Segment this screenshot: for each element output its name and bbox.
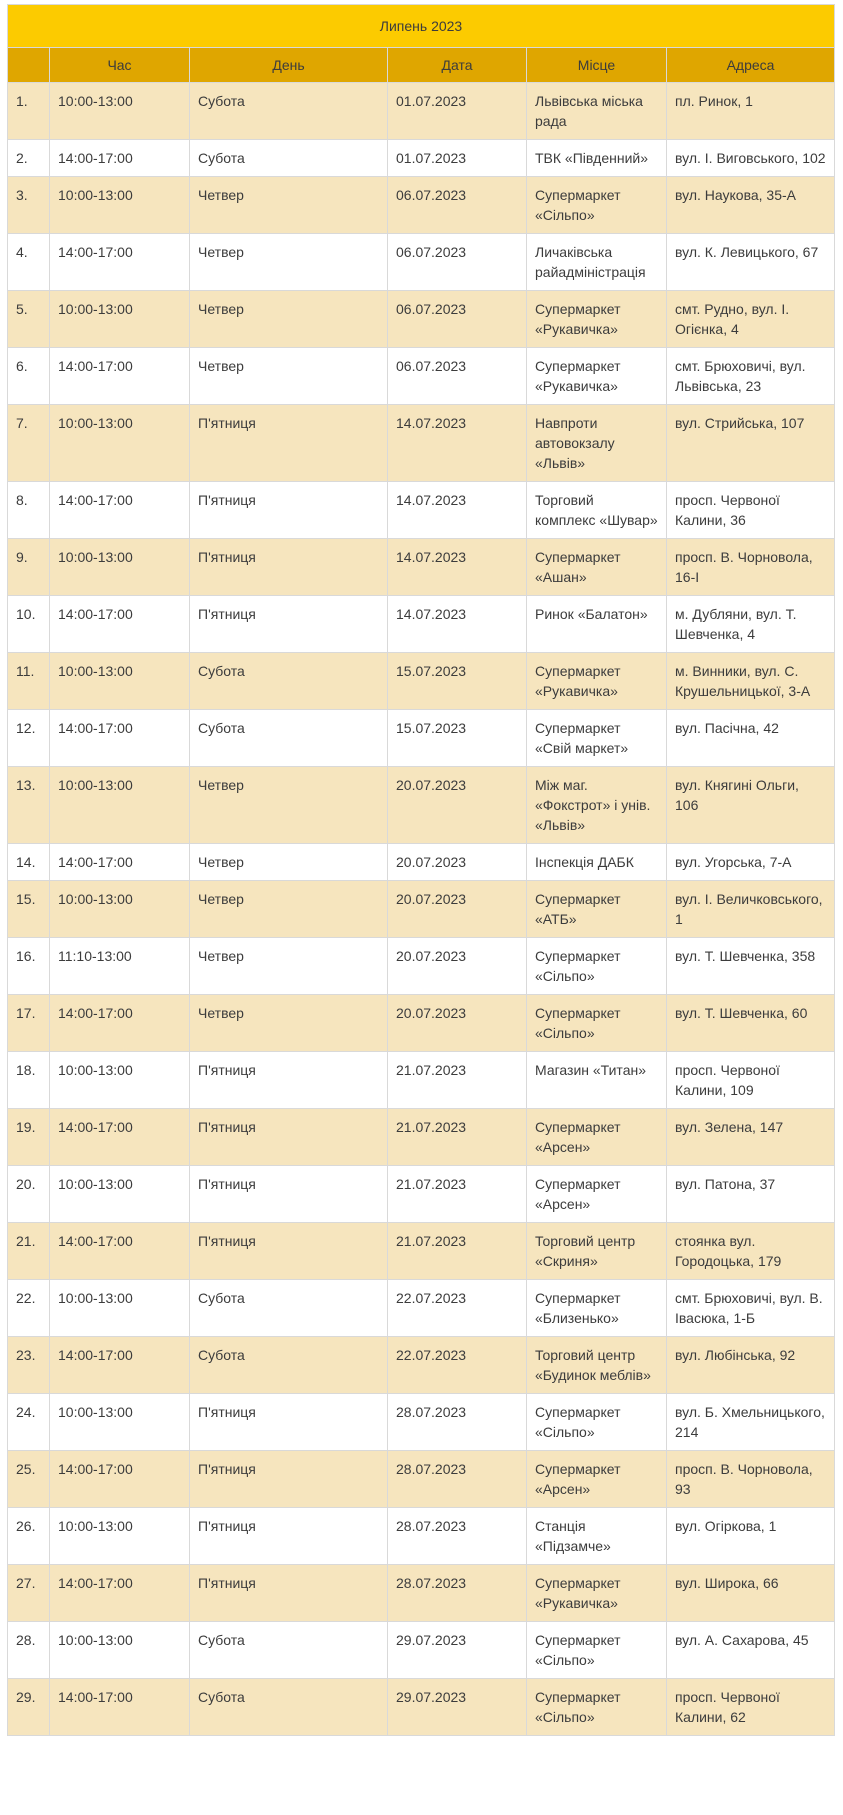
cell-day: П'ятниця <box>190 1166 388 1223</box>
header-address: Адреса <box>667 48 835 83</box>
cell-place: Навпроти автовокзалу «Львів» <box>527 405 667 482</box>
table-row <box>8 844 835 881</box>
cell-place: Торговий центр «Будинок меблів» <box>527 1337 667 1394</box>
cell-number: 28. <box>8 1622 50 1679</box>
cell-address: просп. Червоної Калини, 62 <box>667 1679 835 1736</box>
cell-number: 8. <box>8 482 50 539</box>
cell-number: 16. <box>8 938 50 995</box>
cell-number: 27. <box>8 1565 50 1622</box>
cell-number: 20. <box>8 1166 50 1223</box>
table-row <box>8 1166 835 1223</box>
cell-date: 06.07.2023 <box>388 234 527 291</box>
cell-place: Львівська міська рада <box>527 83 667 140</box>
cell-time: 14:00-17:00 <box>50 140 190 177</box>
cell-day: П'ятниця <box>190 1394 388 1451</box>
table-row <box>8 767 835 844</box>
cell-time: 10:00-13:00 <box>50 1280 190 1337</box>
cell-address: вул. І. Величковського, 1 <box>667 881 835 938</box>
cell-time: 14:00-17:00 <box>50 710 190 767</box>
cell-place: Супермаркет «Рукавичка» <box>527 291 667 348</box>
table-row <box>8 653 835 710</box>
cell-time: 14:00-17:00 <box>50 1679 190 1736</box>
cell-date: 20.07.2023 <box>388 881 527 938</box>
cell-place: Магазин «Титан» <box>527 1052 667 1109</box>
cell-date: 01.07.2023 <box>388 83 527 140</box>
cell-day: Четвер <box>190 348 388 405</box>
cell-address: смт. Брюховичі, вул. В. Івасюка, 1-Б <box>667 1280 835 1337</box>
cell-number: 13. <box>8 767 50 844</box>
table-header-row <box>8 48 835 83</box>
cell-day: Субота <box>190 140 388 177</box>
cell-time: 14:00-17:00 <box>50 596 190 653</box>
cell-address: смт. Брюховичі, вул. Львівська, 23 <box>667 348 835 405</box>
table-row <box>8 348 835 405</box>
cell-address: вул. Княгині Ольги, 106 <box>667 767 835 844</box>
cell-place: Супермаркет «Арсен» <box>527 1451 667 1508</box>
cell-number: 24. <box>8 1394 50 1451</box>
cell-number: 6. <box>8 348 50 405</box>
table-row <box>8 1622 835 1679</box>
cell-date: 21.07.2023 <box>388 1052 527 1109</box>
cell-time: 10:00-13:00 <box>50 1508 190 1565</box>
table-row <box>8 177 835 234</box>
cell-number: 4. <box>8 234 50 291</box>
cell-place: Супермаркет «Сільпо» <box>527 995 667 1052</box>
cell-number: 14. <box>8 844 50 881</box>
table-row <box>8 1394 835 1451</box>
cell-time: 10:00-13:00 <box>50 653 190 710</box>
cell-place: Супермаркет «Сільпо» <box>527 1622 667 1679</box>
cell-address: пл. Ринок, 1 <box>667 83 835 140</box>
cell-day: Четвер <box>190 881 388 938</box>
cell-day: П'ятниця <box>190 539 388 596</box>
cell-time: 10:00-13:00 <box>50 177 190 234</box>
schedule-table-container <box>7 4 834 1736</box>
cell-day: Субота <box>190 83 388 140</box>
cell-time: 10:00-13:00 <box>50 1052 190 1109</box>
cell-place: Супермаркет «Сільпо» <box>527 938 667 995</box>
cell-time: 14:00-17:00 <box>50 482 190 539</box>
cell-address: просп. В. Чорновола, 16-І <box>667 539 835 596</box>
cell-day: П'ятниця <box>190 1508 388 1565</box>
cell-date: 14.07.2023 <box>388 482 527 539</box>
cell-date: 20.07.2023 <box>388 938 527 995</box>
table-row <box>8 405 835 482</box>
cell-time: 10:00-13:00 <box>50 405 190 482</box>
cell-address: вул. Т. Шевченка, 60 <box>667 995 835 1052</box>
cell-place: Супермаркет «Близенько» <box>527 1280 667 1337</box>
cell-place: Торговий комплекс «Шувар» <box>527 482 667 539</box>
cell-number: 12. <box>8 710 50 767</box>
cell-day: П'ятниця <box>190 1565 388 1622</box>
cell-number: 26. <box>8 1508 50 1565</box>
cell-day: П'ятниця <box>190 1451 388 1508</box>
cell-place: Супермаркет «Арсен» <box>527 1109 667 1166</box>
table-title: Липень 2023 <box>8 5 835 48</box>
cell-day: Четвер <box>190 291 388 348</box>
cell-address: вул. Патона, 37 <box>667 1166 835 1223</box>
cell-address: вул. Б. Хмельницького, 214 <box>667 1394 835 1451</box>
cell-date: 28.07.2023 <box>388 1508 527 1565</box>
table-row <box>8 881 835 938</box>
cell-date: 29.07.2023 <box>388 1622 527 1679</box>
cell-date: 14.07.2023 <box>388 405 527 482</box>
cell-number: 15. <box>8 881 50 938</box>
cell-address: просп. Червоної Калини, 36 <box>667 482 835 539</box>
cell-number: 18. <box>8 1052 50 1109</box>
table-row <box>8 291 835 348</box>
cell-time: 10:00-13:00 <box>50 767 190 844</box>
cell-time: 14:00-17:00 <box>50 1565 190 1622</box>
table-row <box>8 1223 835 1280</box>
cell-address: вул. Широка, 66 <box>667 1565 835 1622</box>
table-row <box>8 140 835 177</box>
cell-address: вул. Стрийська, 107 <box>667 405 835 482</box>
cell-number: 17. <box>8 995 50 1052</box>
header-place: Місце <box>527 48 667 83</box>
cell-day: П'ятниця <box>190 405 388 482</box>
cell-day: Субота <box>190 653 388 710</box>
cell-day: Субота <box>190 1679 388 1736</box>
cell-date: 06.07.2023 <box>388 177 527 234</box>
cell-time: 14:00-17:00 <box>50 995 190 1052</box>
cell-place: Супермаркет «Свій маркет» <box>527 710 667 767</box>
cell-place: Торговий центр «Скриня» <box>527 1223 667 1280</box>
table-body <box>8 83 835 1736</box>
cell-number: 1. <box>8 83 50 140</box>
table-title-row <box>8 5 835 48</box>
table-row <box>8 596 835 653</box>
cell-day: П'ятниця <box>190 596 388 653</box>
cell-address: вул. Любінська, 92 <box>667 1337 835 1394</box>
cell-date: 22.07.2023 <box>388 1337 527 1394</box>
cell-address: вул. Огіркова, 1 <box>667 1508 835 1565</box>
cell-place: Супермаркет «АТБ» <box>527 881 667 938</box>
table-row <box>8 482 835 539</box>
table-row <box>8 938 835 995</box>
table-row <box>8 1451 835 1508</box>
cell-time: 10:00-13:00 <box>50 1394 190 1451</box>
cell-number: 22. <box>8 1280 50 1337</box>
cell-address: просп. Червоної Калини, 109 <box>667 1052 835 1109</box>
cell-date: 20.07.2023 <box>388 995 527 1052</box>
cell-date: 21.07.2023 <box>388 1223 527 1280</box>
cell-place: ТВК «Південний» <box>527 140 667 177</box>
cell-day: Субота <box>190 710 388 767</box>
cell-day: Субота <box>190 1337 388 1394</box>
cell-place: Супермаркет «Рукавичка» <box>527 348 667 405</box>
cell-number: 25. <box>8 1451 50 1508</box>
cell-number: 5. <box>8 291 50 348</box>
cell-day: Четвер <box>190 767 388 844</box>
cell-address: вул. Наукова, 35-А <box>667 177 835 234</box>
cell-time: 10:00-13:00 <box>50 539 190 596</box>
cell-place: Супермаркет «Ашан» <box>527 539 667 596</box>
cell-date: 22.07.2023 <box>388 1280 527 1337</box>
cell-address: вул. Пасічна, 42 <box>667 710 835 767</box>
cell-place: Супермаркет «Рукавичка» <box>527 1565 667 1622</box>
header-time: Час <box>50 48 190 83</box>
cell-day: Четвер <box>190 995 388 1052</box>
cell-place: Між маг. «Фокстрот» і унів. «Львів» <box>527 767 667 844</box>
cell-number: 21. <box>8 1223 50 1280</box>
cell-address: вул. Угорська, 7-А <box>667 844 835 881</box>
cell-place: Личаківська райадміністрація <box>527 234 667 291</box>
cell-time: 14:00-17:00 <box>50 348 190 405</box>
cell-address: просп. В. Чорновола, 93 <box>667 1451 835 1508</box>
cell-address: стоянка вул. Городоцька, 179 <box>667 1223 835 1280</box>
cell-number: 3. <box>8 177 50 234</box>
cell-date: 14.07.2023 <box>388 596 527 653</box>
cell-time: 14:00-17:00 <box>50 1223 190 1280</box>
cell-day: Четвер <box>190 844 388 881</box>
table-row <box>8 1565 835 1622</box>
cell-day: Четвер <box>190 234 388 291</box>
cell-time: 10:00-13:00 <box>50 1166 190 1223</box>
cell-number: 29. <box>8 1679 50 1736</box>
cell-day: П'ятниця <box>190 1052 388 1109</box>
cell-date: 15.07.2023 <box>388 653 527 710</box>
cell-date: 20.07.2023 <box>388 844 527 881</box>
cell-number: 19. <box>8 1109 50 1166</box>
cell-number: 7. <box>8 405 50 482</box>
cell-date: 06.07.2023 <box>388 348 527 405</box>
cell-date: 21.07.2023 <box>388 1109 527 1166</box>
cell-number: 10. <box>8 596 50 653</box>
cell-time: 10:00-13:00 <box>50 83 190 140</box>
table-row <box>8 710 835 767</box>
cell-date: 28.07.2023 <box>388 1565 527 1622</box>
cell-time: 14:00-17:00 <box>50 1451 190 1508</box>
cell-place: Супермаркет «Сільпо» <box>527 177 667 234</box>
cell-time: 10:00-13:00 <box>50 1622 190 1679</box>
cell-address: м. Винники, вул. С. Крушельницької, 3-А <box>667 653 835 710</box>
cell-number: 11. <box>8 653 50 710</box>
cell-date: 28.07.2023 <box>388 1451 527 1508</box>
cell-day: П'ятниця <box>190 1223 388 1280</box>
cell-date: 20.07.2023 <box>388 767 527 844</box>
cell-date: 01.07.2023 <box>388 140 527 177</box>
cell-address: вул. Зелена, 147 <box>667 1109 835 1166</box>
table-row <box>8 995 835 1052</box>
header-day: День <box>190 48 388 83</box>
cell-number: 2. <box>8 140 50 177</box>
cell-day: Четвер <box>190 938 388 995</box>
cell-address: м. Дубляни, вул. Т. Шевченка, 4 <box>667 596 835 653</box>
cell-place: Інспекція ДАБК <box>527 844 667 881</box>
cell-address: вул. К. Левицького, 67 <box>667 234 835 291</box>
cell-place: Супермаркет «Сільпо» <box>527 1394 667 1451</box>
table-row <box>8 1109 835 1166</box>
cell-time: 14:00-17:00 <box>50 234 190 291</box>
cell-date: 15.07.2023 <box>388 710 527 767</box>
cell-time: 10:00-13:00 <box>50 881 190 938</box>
table-row <box>8 1052 835 1109</box>
cell-address: вул. А. Сахарова, 45 <box>667 1622 835 1679</box>
cell-day: Четвер <box>190 177 388 234</box>
cell-place: Станція «Підзамче» <box>527 1508 667 1565</box>
cell-day: Субота <box>190 1280 388 1337</box>
table-row <box>8 83 835 140</box>
table-row <box>8 1508 835 1565</box>
header-number <box>8 48 50 83</box>
cell-time: 14:00-17:00 <box>50 1337 190 1394</box>
cell-date: 06.07.2023 <box>388 291 527 348</box>
cell-date: 28.07.2023 <box>388 1394 527 1451</box>
cell-day: П'ятниця <box>190 482 388 539</box>
cell-time: 14:00-17:00 <box>50 1109 190 1166</box>
cell-day: П'ятниця <box>190 1109 388 1166</box>
cell-date: 29.07.2023 <box>388 1679 527 1736</box>
cell-date: 14.07.2023 <box>388 539 527 596</box>
cell-address: вул. І. Виговського, 102 <box>667 140 835 177</box>
schedule-table <box>7 4 835 1736</box>
cell-place: Супермаркет «Сільпо» <box>527 1679 667 1736</box>
table-row <box>8 234 835 291</box>
cell-time: 10:00-13:00 <box>50 291 190 348</box>
cell-time: 14:00-17:00 <box>50 844 190 881</box>
cell-address: смт. Рудно, вул. І. Огієнка, 4 <box>667 291 835 348</box>
cell-date: 21.07.2023 <box>388 1166 527 1223</box>
header-date: Дата <box>388 48 527 83</box>
cell-place: Ринок «Балатон» <box>527 596 667 653</box>
table-row <box>8 1337 835 1394</box>
cell-day: Субота <box>190 1622 388 1679</box>
cell-number: 23. <box>8 1337 50 1394</box>
cell-number: 9. <box>8 539 50 596</box>
cell-place: Супермаркет «Арсен» <box>527 1166 667 1223</box>
cell-address: вул. Т. Шевченка, 358 <box>667 938 835 995</box>
cell-time: 11:10-13:00 <box>50 938 190 995</box>
table-row <box>8 539 835 596</box>
table-row <box>8 1280 835 1337</box>
cell-place: Супермаркет «Рукавичка» <box>527 653 667 710</box>
table-row <box>8 1679 835 1736</box>
